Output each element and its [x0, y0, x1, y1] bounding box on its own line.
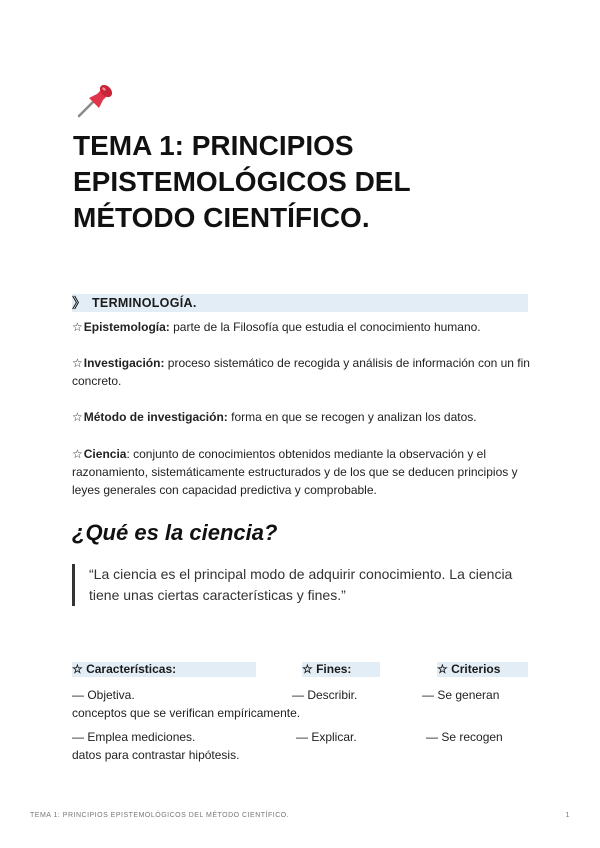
list-row: [72, 686, 532, 704]
fin-item: — Explicar.: [296, 730, 357, 744]
page-title: TEMA 1: PRINCIPIOS EPISTEMOLÓGICOS DEL MÉTODO CIENTÍFICO.: [73, 130, 411, 233]
science-heading: ¿Qué es la ciencia?: [72, 520, 278, 545]
term-name: Ciencia: [83, 447, 127, 461]
caracteristica-item: — Objetiva.: [72, 688, 135, 702]
criterio-item: — Se generan: [422, 688, 500, 702]
term-definition: forma en que se recogen y analizan los datos.: [227, 410, 477, 424]
term-item: [72, 354, 532, 390]
term-name: Investigación:: [83, 356, 165, 370]
criterio-continuation: conceptos que se verifican empíricamente.: [72, 706, 301, 720]
page-number: 1: [565, 812, 570, 819]
footer-title: TEMA 1: PRINCIPIOS EPISTEMOLÓGICOS DEL MÉTODO CIENTÍFICO.: [30, 812, 290, 819]
term-name: Epistemología:: [83, 320, 170, 334]
pushpin-icon: [73, 80, 117, 120]
criterio-item: — Se recogen: [426, 730, 503, 744]
term-definition: : conjunto de conocimientos obtenidos mediante la observación y el razonamiento, sistemáticamente estructurados y de los que se deducen principios y leyes generales con capacidad predictiva y comprobable.: [72, 447, 518, 497]
column-header-criterios: ☆ Criterios: [437, 662, 528, 677]
term-item: [72, 318, 532, 336]
star-icon: ☆: [72, 447, 83, 461]
term-item: [72, 408, 532, 426]
terminology-label: TERMINOLOGÍA.: [92, 296, 197, 310]
star-icon: ☆: [72, 410, 83, 424]
page-footer: [30, 812, 570, 819]
blockquote: “La ciencia es el principal modo de adquirir conocimiento. La ciencia tiene unas ciertas características y fines.”: [72, 564, 529, 606]
column-header-fines: ☆ Fines:: [302, 662, 380, 677]
star-icon: ☆: [72, 356, 83, 370]
term-item: [72, 445, 532, 499]
star-icon: ☆: [72, 320, 83, 334]
term-name: Método de investigación:: [83, 410, 228, 424]
term-definition: proceso sistemático de recogida y análisis de información con un fin concreto.: [72, 356, 530, 388]
fin-item: — Describir.: [292, 688, 358, 702]
double-chevron-icon: 》: [72, 295, 86, 311]
terminology-heading: [72, 294, 528, 312]
criterio-continuation: datos para contrastar hipótesis.: [72, 748, 240, 762]
caracteristica-item: — Emplea mediciones.: [72, 730, 196, 744]
column-header-caracteristicas: ☆ Características:: [72, 662, 256, 677]
list-row: [72, 728, 532, 746]
term-definition: parte de la Filosofía que estudia el conocimiento humano.: [169, 320, 481, 334]
